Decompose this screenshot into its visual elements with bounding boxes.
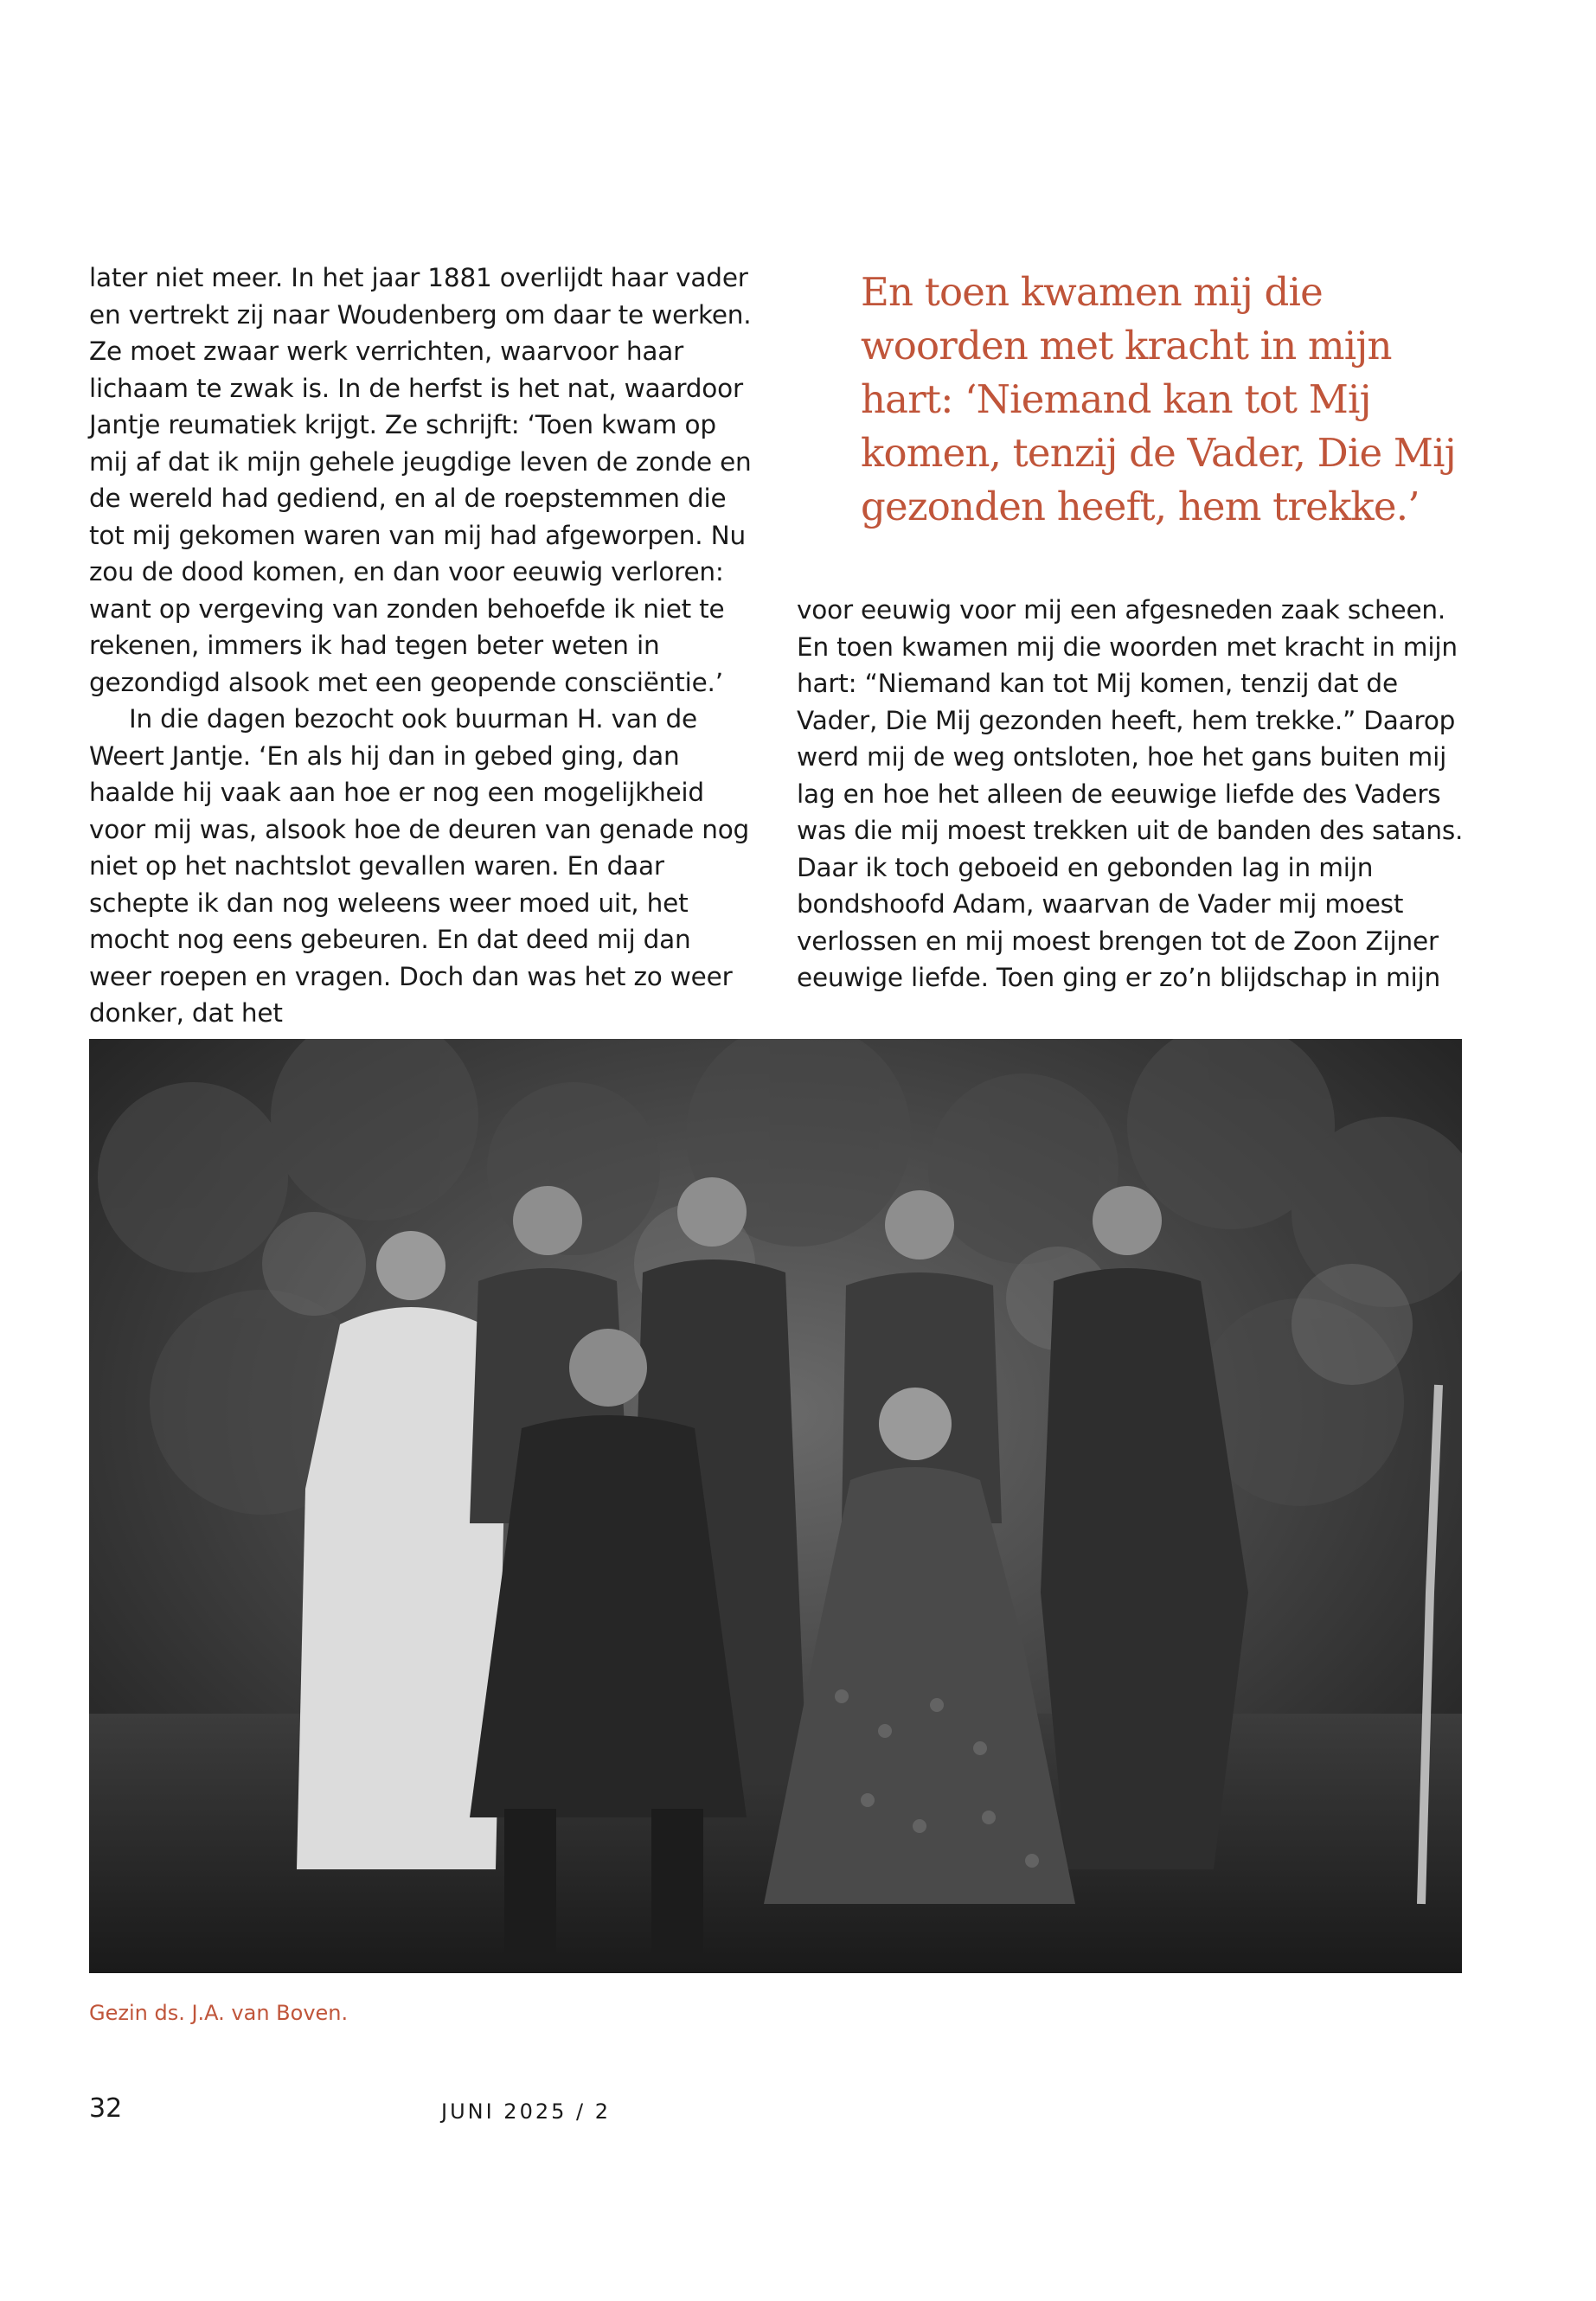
issue-label: JUNI 2025 / 2 [441, 2099, 611, 2124]
article-paragraph: later niet meer. In het jaar 1881 overlijdt haar vader en vertrekt zij naar Woudenberg om daar te werken. Ze moet zwaar werk verrichten, waarvoor haar lichaam te zwak is. In de herfst is het nat, waardoor Jantje reumatiek krijgt. Ze schrijft: ‘Toen kwam op mij af dat ik mijn gehele jeugdige leven de zonde en de wereld had gediend, en al de roepstemmen die tot mij gekomen waren van mij had afgeworpen. Nu zou de dood komen, en dan voor eeuwig verloren: want op vergeving van zonden behoefde ik niet te rekenen, immers ik had tegen beter weten in gezondigd alsook met een geopende consciëntie.’ [89, 263, 752, 697]
page-number: 32 [89, 2093, 123, 2124]
photo-caption: Gezin ds. J.A. van Boven. [89, 2001, 349, 2025]
article-paragraph: In die dagen bezocht ook buurman H. van de Weert Jantje. ‘En als hij dan in gebed ging, dan haalde hij vaak aan hoe er nog een mogelijkheid voor mij was, alsook hoe de deuren van genade nog niet op het nachtslot gevallen waren. En daar schepte ik dan nog weleens weer moed uit, het mocht nog eens gebeuren. En dat deed mij dan weer roepen en vragen. Doch dan was het zo weer donker, dat het [89, 704, 750, 1028]
family-photo [89, 1039, 1462, 1973]
article-paragraph: voor eeuwig voor mij een afgesneden zaak scheen. En toen kwamen mij die woorden met kracht in mijn hart: “Niemand kan tot Mij komen, tenzij dat de Vader, Die Mij gezonden heeft, hem trekke.” Daarop werd mij de weg ontsloten, hoe het gans buiten mij lag en hoe het alleen de eeuwige liefde des Vaders was die mij moest trekken uit de banden des satans. Daar ik toch geboeid en gebonden lag in mijn bondshoofd Adam, waarvan de Vader mij moest verlossen en mij moest brengen tot de Zoon Zijner eeuwige liefde. Toen ging er zo’n blijdschap in mijn [797, 595, 1464, 992]
pull-quote: En toen kwamen mij die woorden met kracht in mijn hart: ‘Niemand kan tot Mij komen, tenzij de Vader, Die Mij gezonden heeft, hem trekke.’ [861, 269, 1456, 529]
article-column-left [89, 260, 760, 1032]
article-column-right [797, 592, 1467, 997]
